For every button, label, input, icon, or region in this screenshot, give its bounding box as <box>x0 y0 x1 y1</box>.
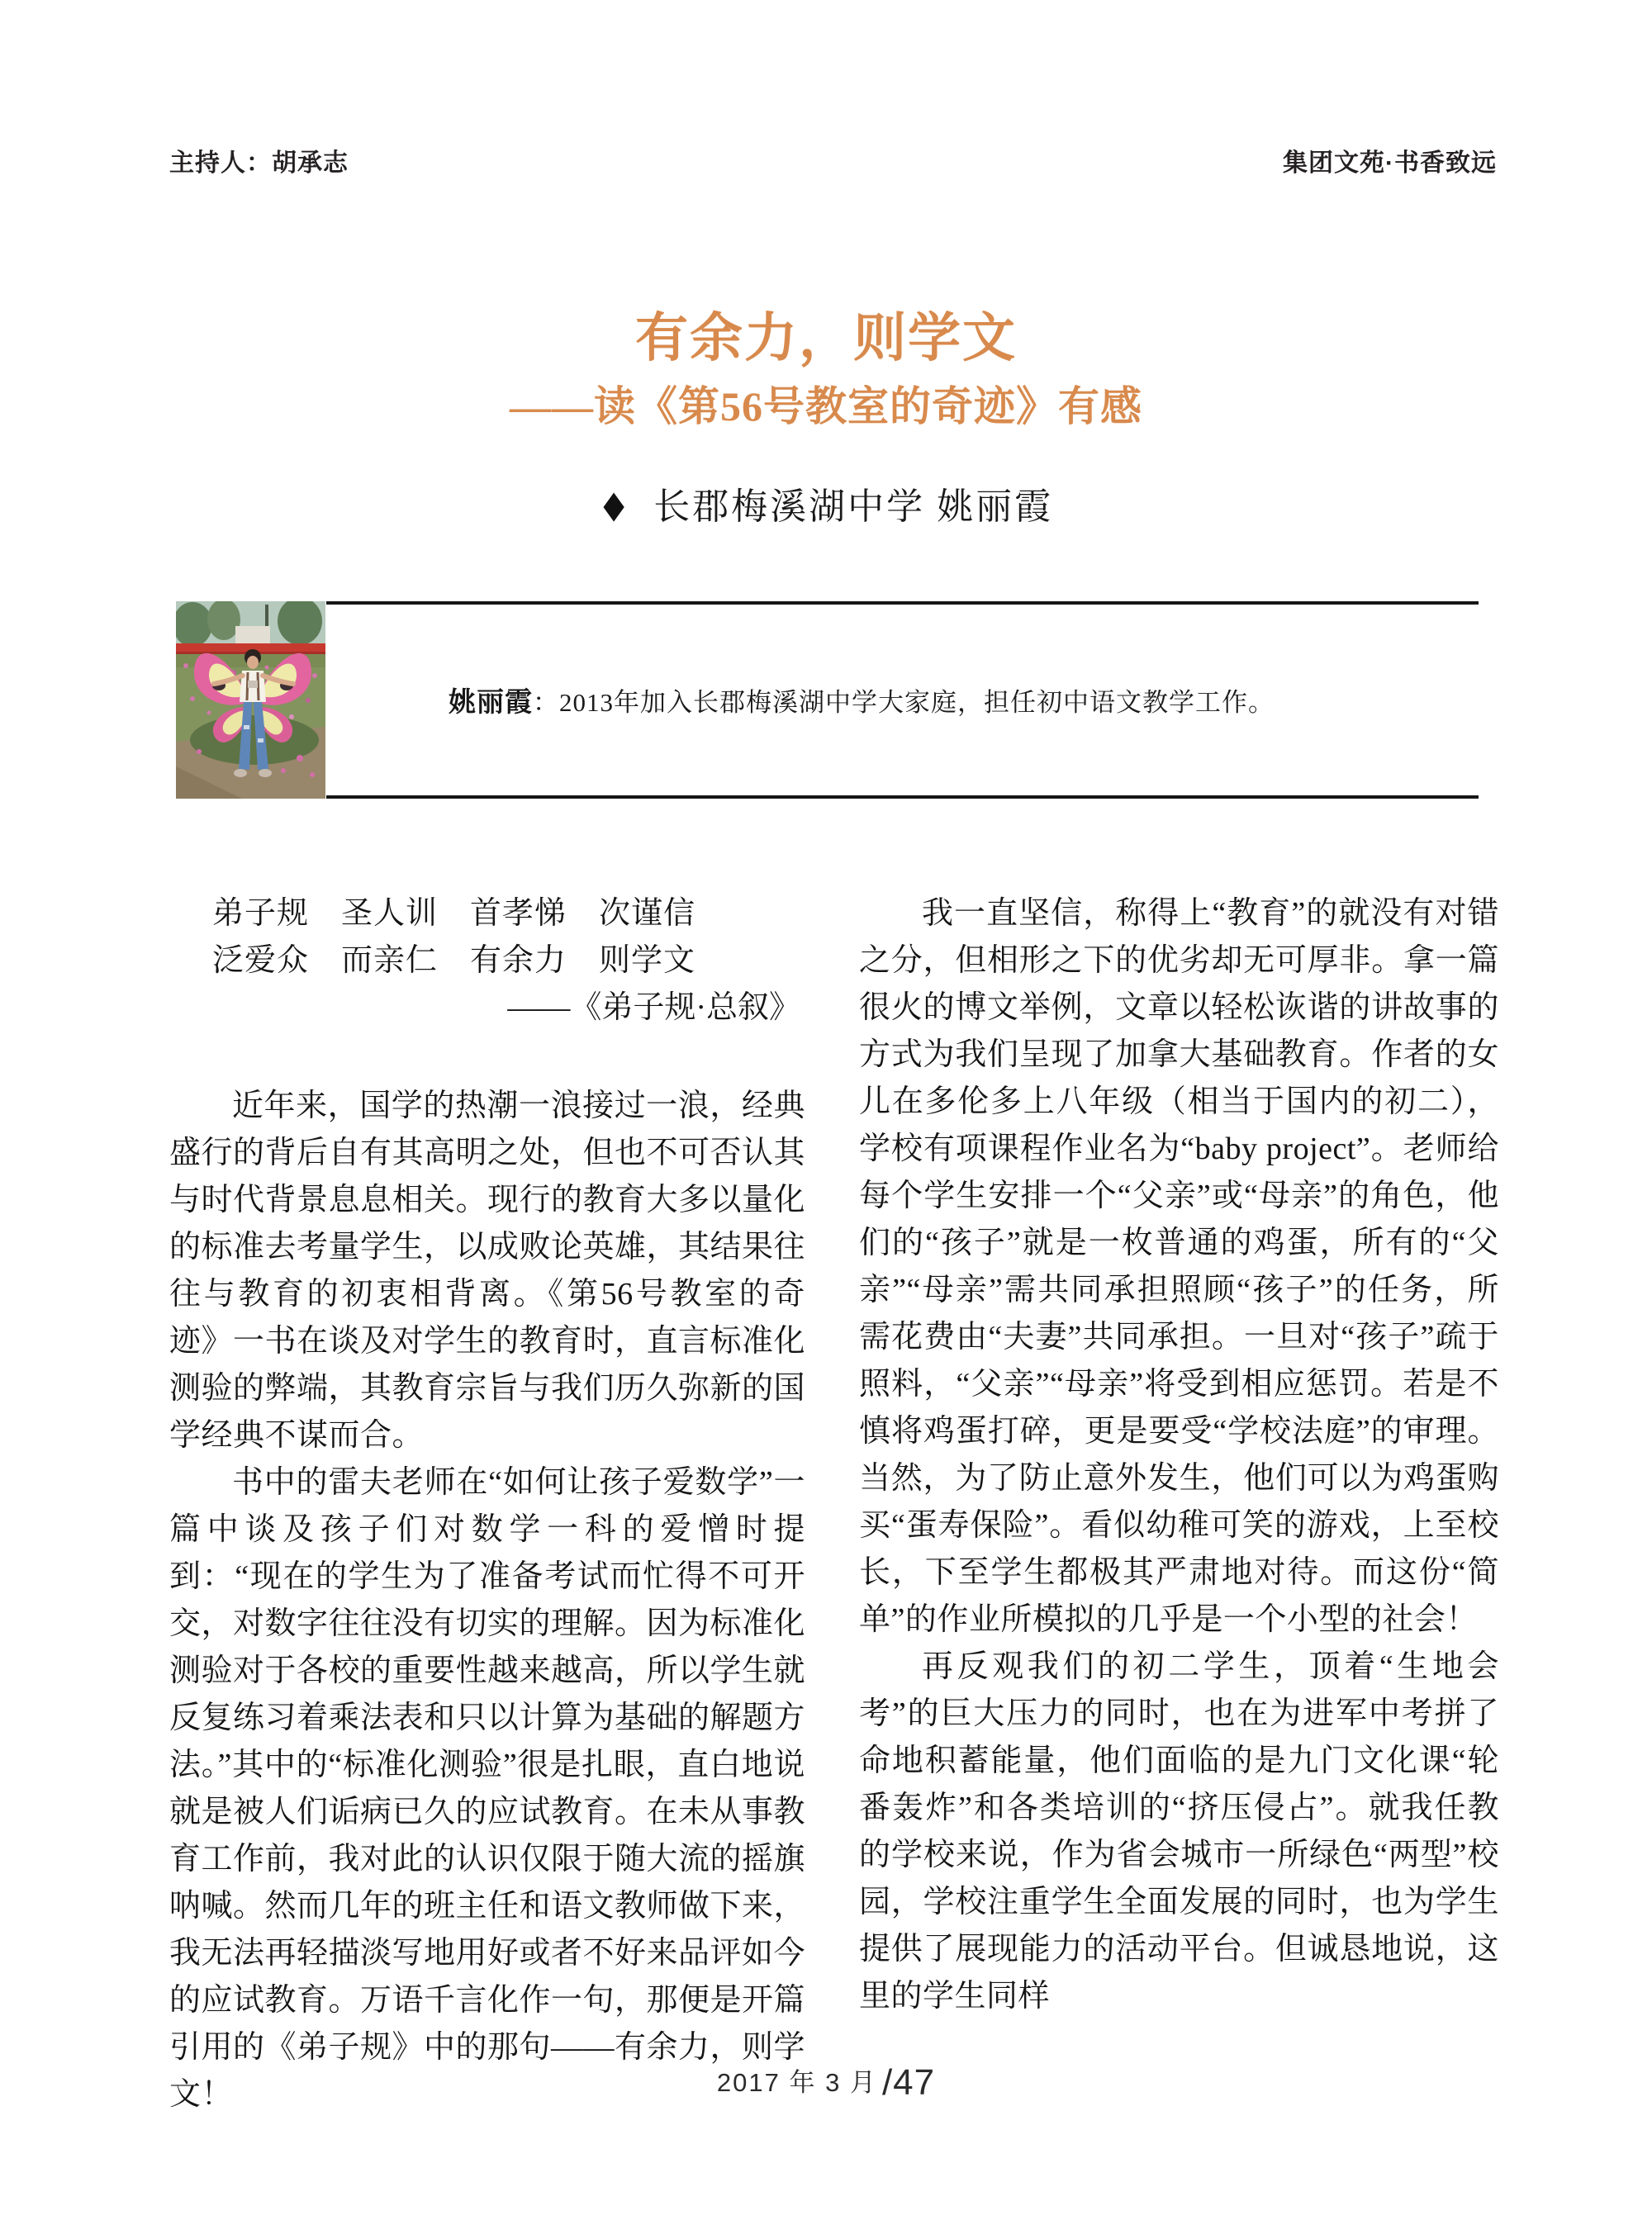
author-photo-illustration <box>176 601 325 799</box>
author-bio-text <box>326 681 1275 719</box>
author-line <box>0 483 1652 528</box>
article-title: 有余力，则学文 <box>635 309 1017 368</box>
page-header <box>169 149 1497 178</box>
paragraph-left-1: 近年来，国学的热潮一浪接过一浪，经典盛行的背后自有其高明之处，但也不可否认其与时代背景息息相关。现行的教育大多以量化的标准去考量学生，以成败论英雄，其结果往往与教育的初衷相背离。《第56号教室的奇迹》一书在谈及对学生的教育时，直言标准化测验的弊端，其教育宗旨与我们历久弥新的国学经典不谋而合。 <box>169 1089 806 1453</box>
diamond-icon: ◆ <box>603 483 626 525</box>
author-bio-box <box>326 601 1479 799</box>
paragraph-right-2: 再反观我们的初二学生，顶着“生地会考”的巨大压力的同时，也在为进军中考拼了命地积蓄能量，他们面临的是九门文化课“轮番轰炸”和各类培训的“挤压侵占”。就我任教的学校来说，作为省会城市一所绿色“两型”校园，学校注重学生全面发展的同时，也为学生提供了展现能力的活动平台。但诚恳地说，这里的学生同样 <box>859 1649 1499 2014</box>
article-subtitle: ——读《第56号教室的奇迹》有感 <box>510 383 1142 429</box>
header-host: 主持人：胡承志 <box>169 149 349 177</box>
header-section: 集团文苑·书香致远 <box>1283 149 1497 177</box>
author-school-name: 长郡梅溪湖中学 姚丽霞 <box>653 486 1054 527</box>
right-column <box>859 890 1499 2020</box>
author-bio-name: 姚丽霞 <box>449 686 533 717</box>
paragraph-right-1: 我一直坚信，称得上“教育”的就没有对错之分，但相形之下的优劣却无可厚非。拿一篇很火的博文举例，文章以轻松诙谐的讲故事的方式为我们呈现了加拿大基础教育。作者的女儿在多伦多上八年级（相当于国内的初二），学校有项课程作业名为“baby project”。老师给每个学生安排一个“父亲”或“母亲”的角色，他们的“孩子”就是一枚普通的鸡蛋，所有的“父亲”“母亲”需共同承担照顾“孩子”的任务，所需花费由“夫妻”共同承担。一旦对“孩子”疏于照料，“父亲”“母亲”将受到相应惩罚。若是不慎将鸡蛋打碎，更是要受“学校法庭”的审理。当然，为了防止意外发生，他们可以为鸡蛋购买“蛋寿保险”。看似幼稚可笑的游戏，上至校长，下至学生都极其严肃地对待。而这份“简单”的作业所模拟的几乎是一个小型的社会！ <box>859 896 1499 1637</box>
page-footer <box>0 2061 1652 2104</box>
quote-line-1: 弟子规 圣人训 首孝悌 次谨信 <box>212 896 696 931</box>
author-bio-description: ：2013年加入长郡梅溪湖中学大家庭，担任初中语文教学工作。 <box>533 688 1275 717</box>
quote-attribution: ——《弟子规·总叙》 <box>507 990 800 1025</box>
footer-date: 2017 年 3 月 <box>716 2068 877 2097</box>
paragraph-left-2: 书中的雷夫老师在“如何让孩子爱数学”一篇中谈及孩子们对数学一科的爱憎时提到：“现在的学生为了准备考试而忙得不可开交，对数字往往没有切实的理解。因为标准化测验对于各校的重要性越来越高，所以学生就反复练习着乘法表和只以计算为基础的解题方法。”其中的“标准化测验”很是扎眼，直白地说就是被人们诟病已久的应试教育。在未从事教育工作前，我对此的认识仅限于随大流的摇旗呐喊。然而几年的班主任和语文教师做下来，我无法再轻描淡写地用好或者不好来品评如今的应试教育。万语千言化作一句，那便是开篇引用的《弟子规》中的那句——有余力，则学文！ <box>169 1465 806 2112</box>
author-photo <box>176 601 325 799</box>
quote-line-2: 泛爱众 而亲仁 有余力 则学文 <box>212 943 696 978</box>
left-column <box>169 890 805 2118</box>
footer-page-number: /47 <box>881 2062 936 2103</box>
